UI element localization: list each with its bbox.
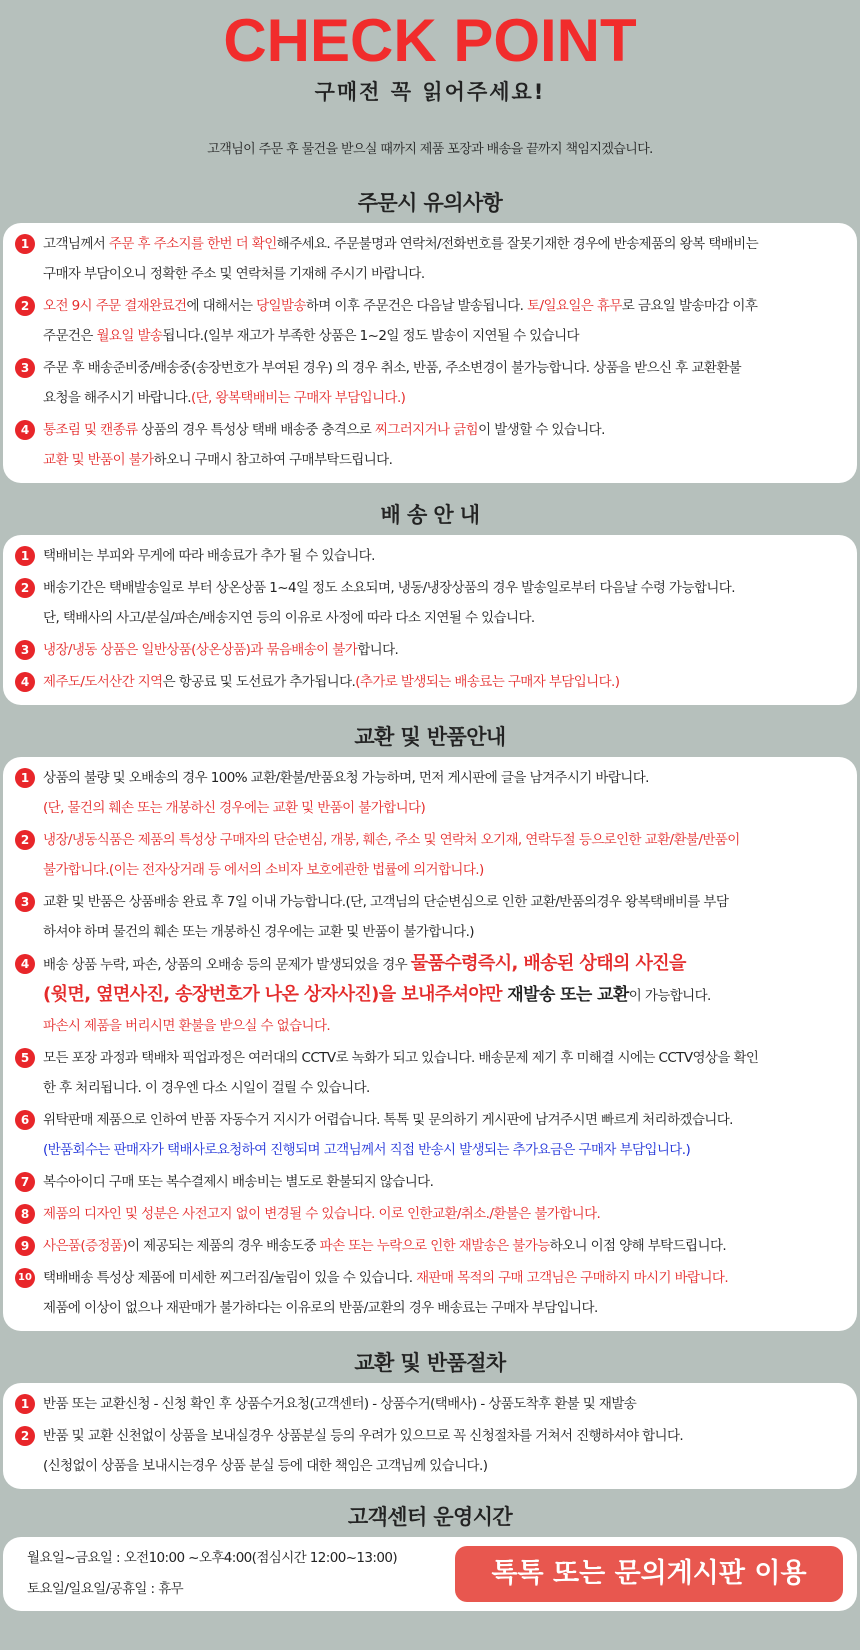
- text-line: [43, 1011, 851, 1041]
- weekend-hours: 토요일/일요일/공휴일 : 휴무: [27, 1581, 184, 1597]
- text-line: [43, 353, 851, 383]
- shipping-item: [15, 635, 851, 665]
- text-line: [43, 1421, 851, 1451]
- body-text: 주문 후 배송준비중/배송중(송장번호가 부여된 경우) 의 경우 취소, 반품, 주소변경이 불가능합니다. 상품을 받으신 후 교환환불: [43, 360, 742, 376]
- body-text: 하셔야 하며 물건의 훼손 또는 개봉하신 경우에는 교환 및 반품이 불가합니다.): [43, 924, 474, 940]
- number-badge-icon: 2: [15, 578, 35, 598]
- shipping-item: [15, 667, 851, 697]
- number-badge-icon: 3: [15, 640, 35, 660]
- page-subtitle: 구매전 꼭 읽어주세요!: [314, 80, 546, 104]
- text-line: [43, 1105, 851, 1135]
- body-text: 반품 또는 교환신청 - 신청 확인 후 상품수거요청(고객센터) - 상품수거(택배사) - 상품도착후 환불 및 재발송: [43, 1396, 637, 1412]
- returns-item-text: [43, 949, 851, 1041]
- text-line: [43, 635, 851, 665]
- section-title-order: 주문시 유의사항: [357, 191, 503, 215]
- body-text: 됩니다.(일부 재고가 부족한 상품은 1~2일 정도 발송이 지연될 수 있습니다: [162, 328, 579, 344]
- highlight-text: 월요일 발송: [96, 328, 163, 344]
- highlight-text: 교환 및 반품이 불가: [43, 452, 154, 468]
- number-badge-icon: 8: [15, 1204, 35, 1224]
- text-line: [43, 980, 851, 1011]
- procedure-item: [15, 1389, 851, 1419]
- returns-item: [15, 1105, 851, 1165]
- text-line: [43, 1451, 851, 1481]
- highlight-text: 오전 9시 주문 결재완료건: [43, 298, 187, 314]
- body-text: 위탁판매 제품으로 인하여 반품 자동수거 지시가 어렵습니다. 톡톡 및 문의하기 게시판에 남겨주시면 빠르게 처리하겠습니다.: [43, 1112, 733, 1128]
- body-text: 이 발생할 수 있습니다.: [478, 422, 605, 438]
- text-line: [43, 291, 851, 321]
- text-line: [43, 887, 851, 917]
- body-text: 이 제공되는 제품의 경우 배송도중: [126, 1238, 320, 1254]
- body-text: 은 항공료 및 도선료가 추가됩니다.: [162, 674, 356, 690]
- shipping-item-text: [43, 635, 851, 665]
- body-text: 하며 이후 주문건은 다음날 발송됩니다.: [305, 298, 528, 314]
- shipping-item-text: [43, 541, 851, 571]
- body-text: 이 가능합니다.: [628, 988, 711, 1004]
- returns-item: [15, 763, 851, 823]
- highlight-text: (단, 왕복택배비는 구매자 부담입니다.): [190, 390, 406, 406]
- order-item: [15, 353, 851, 413]
- body-text: 합니다.: [357, 642, 399, 658]
- section-title-service: 고객센터 운영시간: [347, 1505, 513, 1529]
- text-line: [43, 445, 851, 475]
- text-line: [43, 603, 851, 633]
- body-text: 배송기간은 택배발송일로 부터 상온상품 1~4일 정도 소요되며, 냉동/냉장상품의 경우 발송일로부터 다음날 수령 가능합니다.: [43, 580, 735, 596]
- returns-item-text: [43, 1105, 851, 1165]
- highlight-text: 냉장/냉동 상품은 일반상품(상온상품)과 묶음배송이 불가: [43, 642, 358, 658]
- body-text: 택배배송 특성상 제품에 미세한 찌그러짐/눌림이 있을 수 있습니다.: [43, 1270, 417, 1286]
- text-line: [43, 1389, 851, 1419]
- number-badge-icon: 5: [15, 1048, 35, 1068]
- body-text: 복수아이디 구매 또는 복수결제시 배송비는 별도로 환불되지 않습니다.: [43, 1174, 434, 1190]
- text-line: [43, 793, 851, 823]
- text-line: [43, 321, 851, 351]
- procedure-item-text: [43, 1421, 851, 1481]
- shipping-notice-box: [3, 535, 857, 705]
- text-line: [43, 917, 851, 947]
- text-line: [43, 1231, 851, 1261]
- text-line: [43, 1073, 851, 1103]
- body-text: 단, 택배사의 사고/분실/파손/배송지연 등의 이유로 사정에 따라 다소 지연될 수 있습니다.: [43, 610, 535, 626]
- number-badge-icon: 2: [15, 830, 35, 850]
- body-text: 택배비는 부피와 무게에 따라 배송료가 추가 될 수 있습니다.: [43, 548, 375, 564]
- text-line: [43, 573, 851, 603]
- returns-item: [15, 887, 851, 947]
- highlight-text: 통조림 및 캔종류: [43, 422, 138, 438]
- text-line: [43, 541, 851, 571]
- procedure-notice-box: [3, 1383, 857, 1489]
- highlight-text: 제품의 디자인 및 성분은 사전고지 없이 변경될 수 있습니다. 이로 인한교환/취소./환불은 불가합니다.: [43, 1206, 601, 1222]
- highlight-text: 찌그러지거나 긁힘: [374, 422, 479, 438]
- weekday-hours: 월요일~금요일 : 오전10:00 ~오후4:00(점심시간 12:00~13:00): [27, 1550, 397, 1566]
- shipping-item-text: [43, 667, 851, 697]
- page-title: CHECK POINT: [223, 7, 637, 74]
- intro-text: 고객님이 주문 후 물건을 받으실 때까지 제품 포장과 배송을 끝까지 책임지겠습니다.: [207, 142, 653, 157]
- number-badge-icon: 4: [15, 954, 35, 974]
- body-text: 주문건은: [43, 328, 97, 344]
- text-line: [43, 229, 851, 259]
- text-line: [43, 667, 851, 697]
- highlight-text: 주문 후 주소지를 한번 더 확인: [108, 236, 277, 252]
- body-text: 모든 포장 과정과 택배차 픽업과정은 여러대의 CCTV로 녹화가 되고 있습니다. 배송문제 제기 후 미해결 시에는 CCTV영상을 확인: [43, 1050, 759, 1066]
- highlight-text: 불가합니다.(이는 전자상거래 등 에서의 소비자 보호에관한 법률에 의거합니다.): [43, 862, 484, 878]
- service-hours: [3, 1543, 397, 1605]
- returns-item-text: [43, 1231, 851, 1261]
- number-badge-icon: 7: [15, 1172, 35, 1192]
- highlight-text: (반품회수는 판매자가 택배사로요청하여 진행되며 고객님께서 직접 반송시 발생되는 추가요금은 구매자 부담입니다.): [43, 1142, 691, 1158]
- order-item-text: [43, 415, 851, 475]
- returns-item: [15, 1199, 851, 1229]
- order-item-text: [43, 353, 851, 413]
- returns-item-text: [43, 1263, 851, 1323]
- text-line: [43, 1043, 851, 1073]
- number-badge-icon: 1: [15, 546, 35, 566]
- number-badge-icon: 4: [15, 672, 35, 692]
- procedure-item: [15, 1421, 851, 1481]
- highlight-text: (윗면, 옆면사진, 송장번호가 나온 상자사진)을 보내주셔야만: [43, 984, 502, 1005]
- text-line: [43, 259, 851, 289]
- number-badge-icon: 2: [15, 296, 35, 316]
- highlight-text: 냉장/냉동식품은 제품의 특성상 구매자의 단순변심, 개봉, 훼손, 주소 및 연락처 오기재, 연락두절 등으로인한 교환/환불/반품이: [43, 832, 740, 848]
- service-hours-box: [3, 1537, 857, 1611]
- highlight-text: 당일발송: [256, 298, 306, 314]
- body-text: 해주세요. 주문불명과 연락처/전화번호를 잘못기재한 경우에 반송제품의 왕복 택배비는: [276, 236, 759, 252]
- text-line: [43, 415, 851, 445]
- shipping-item-text: [43, 573, 851, 633]
- section-title-returns: 교환 및 반품안내: [354, 725, 506, 749]
- returns-item: [15, 1231, 851, 1261]
- order-item-text: [43, 229, 851, 289]
- highlight-text: 파손시 제품을 버리시면 환불을 받으실 수 없습니다.: [43, 1018, 331, 1034]
- highlight-text: 파손 또는 누락으로 인한 재발송은 불가능: [319, 1238, 550, 1254]
- body-text: 구매자 부담이오니 정확한 주소 및 연락처를 기재해 주시기 바랍니다.: [43, 266, 425, 282]
- returns-item-text: [43, 1043, 851, 1103]
- body-text: 요청을 해주시기 바랍니다.: [43, 390, 191, 406]
- body-text: 상품의 불량 및 오배송의 경우 100% 교환/환불/반품요청 가능하며, 먼저 게시판에 글을 남겨주시기 바랍니다.: [43, 770, 649, 786]
- order-item: [15, 291, 851, 351]
- number-badge-icon: 1: [15, 1394, 35, 1414]
- number-badge-icon: 6: [15, 1110, 35, 1130]
- body-text: 로 금요일 발송마감 이후: [621, 298, 758, 314]
- body-text: 제품에 이상이 없으나 재판매가 불가하다는 이유로의 반품/교환의 경우 배송료는 구매자 부담입니다.: [43, 1300, 598, 1316]
- number-badge-icon: 1: [15, 234, 35, 254]
- body-text: 반품 및 교환 신천없이 상품을 보내실경우 상품분실 등의 우려가 있으므로 꼭 신청절차를 거쳐서 진행하셔야 합니다.: [43, 1428, 684, 1444]
- returns-item-text: [43, 825, 851, 885]
- order-notice-box: [3, 223, 857, 483]
- highlight-text: 제주도/도서산간 지역: [43, 674, 163, 690]
- order-item: [15, 415, 851, 475]
- returns-item-text: [43, 763, 851, 823]
- body-text: 한 후 처리됩니다. 이 경우엔 다소 시일이 걸릴 수 있습니다.: [43, 1080, 370, 1096]
- returns-item: [15, 949, 851, 1041]
- body-text: (신청없이 상품을 보내시는경우 상품 분실 등에 대한 책임은 고객님께 있습니다.): [43, 1458, 488, 1474]
- highlight-text: 재판매 목적의 구매 고객님은 구매하지 마시기 바랍니다.: [416, 1270, 729, 1286]
- highlight-text: 재발송 또는 교환: [501, 985, 629, 1005]
- returns-notice-box: [3, 757, 857, 1331]
- body-text: 하오니 구매시 참고하여 구매부탁드립니다.: [153, 452, 393, 468]
- highlight-text: (추가로 발생되는 배송료는 구매자 부담입니다.): [355, 674, 620, 690]
- text-line: [43, 1293, 851, 1323]
- text-line: [43, 949, 851, 980]
- returns-item-text: [43, 887, 851, 947]
- number-badge-icon: 4: [15, 420, 35, 440]
- highlight-text: 사은품(증정품): [43, 1238, 127, 1254]
- section-title-procedure: 교환 및 반품절차: [354, 1351, 506, 1375]
- order-item: [15, 229, 851, 289]
- body-text: 상품의 경우 특성상 택배 배송중 충격으로: [137, 422, 375, 438]
- text-line: [43, 383, 851, 413]
- number-badge-icon: 1: [15, 768, 35, 788]
- text-line: [43, 855, 851, 885]
- number-badge-icon: 10: [15, 1268, 35, 1288]
- order-item-text: [43, 291, 851, 351]
- text-line: [43, 1199, 851, 1229]
- returns-item: [15, 1043, 851, 1103]
- body-text: 고객님께서: [43, 236, 109, 252]
- talktalk-inquiry-button[interactable]: 톡톡 또는 문의게시판 이용: [455, 1546, 843, 1602]
- text-line: [43, 825, 851, 855]
- procedure-item-text: [43, 1389, 851, 1419]
- text-line: [43, 1167, 851, 1197]
- text-line: [43, 1135, 851, 1165]
- body-text: 교환 및 반품은 상품배송 완료 후 7일 이내 가능합니다.(단, 고객님의 단순변심으로 인한 교환/반품의경우 왕복택배비를 부담: [43, 894, 729, 910]
- shipping-item: [15, 541, 851, 571]
- returns-item: [15, 1167, 851, 1197]
- body-text: 에 대해서는: [186, 298, 257, 314]
- returns-item-text: [43, 1167, 851, 1197]
- number-badge-icon: 3: [15, 358, 35, 378]
- number-badge-icon: 3: [15, 892, 35, 912]
- returns-item-text: [43, 1199, 851, 1229]
- highlight-text: 물품수령즉시, 배송된 상태의 사진을: [410, 953, 686, 974]
- body-text: 배송 상품 누락, 파손, 상품의 오배송 등의 문제가 발생되었을 경우: [43, 957, 411, 973]
- returns-item: [15, 825, 851, 885]
- highlight-text: 토/일요일은 휴무: [527, 298, 622, 314]
- text-line: [43, 1263, 851, 1293]
- section-title-shipping: 배 송 안 내: [380, 503, 480, 527]
- highlight-text: (단, 물건의 훼손 또는 개봉하신 경우에는 교환 및 반품이 불가합니다): [43, 800, 426, 816]
- body-text: 하오니 이점 양해 부탁드립니다.: [549, 1238, 727, 1254]
- number-badge-icon: 2: [15, 1426, 35, 1446]
- returns-item: [15, 1263, 851, 1323]
- text-line: [43, 763, 851, 793]
- shipping-item: [15, 573, 851, 633]
- number-badge-icon: 9: [15, 1236, 35, 1256]
